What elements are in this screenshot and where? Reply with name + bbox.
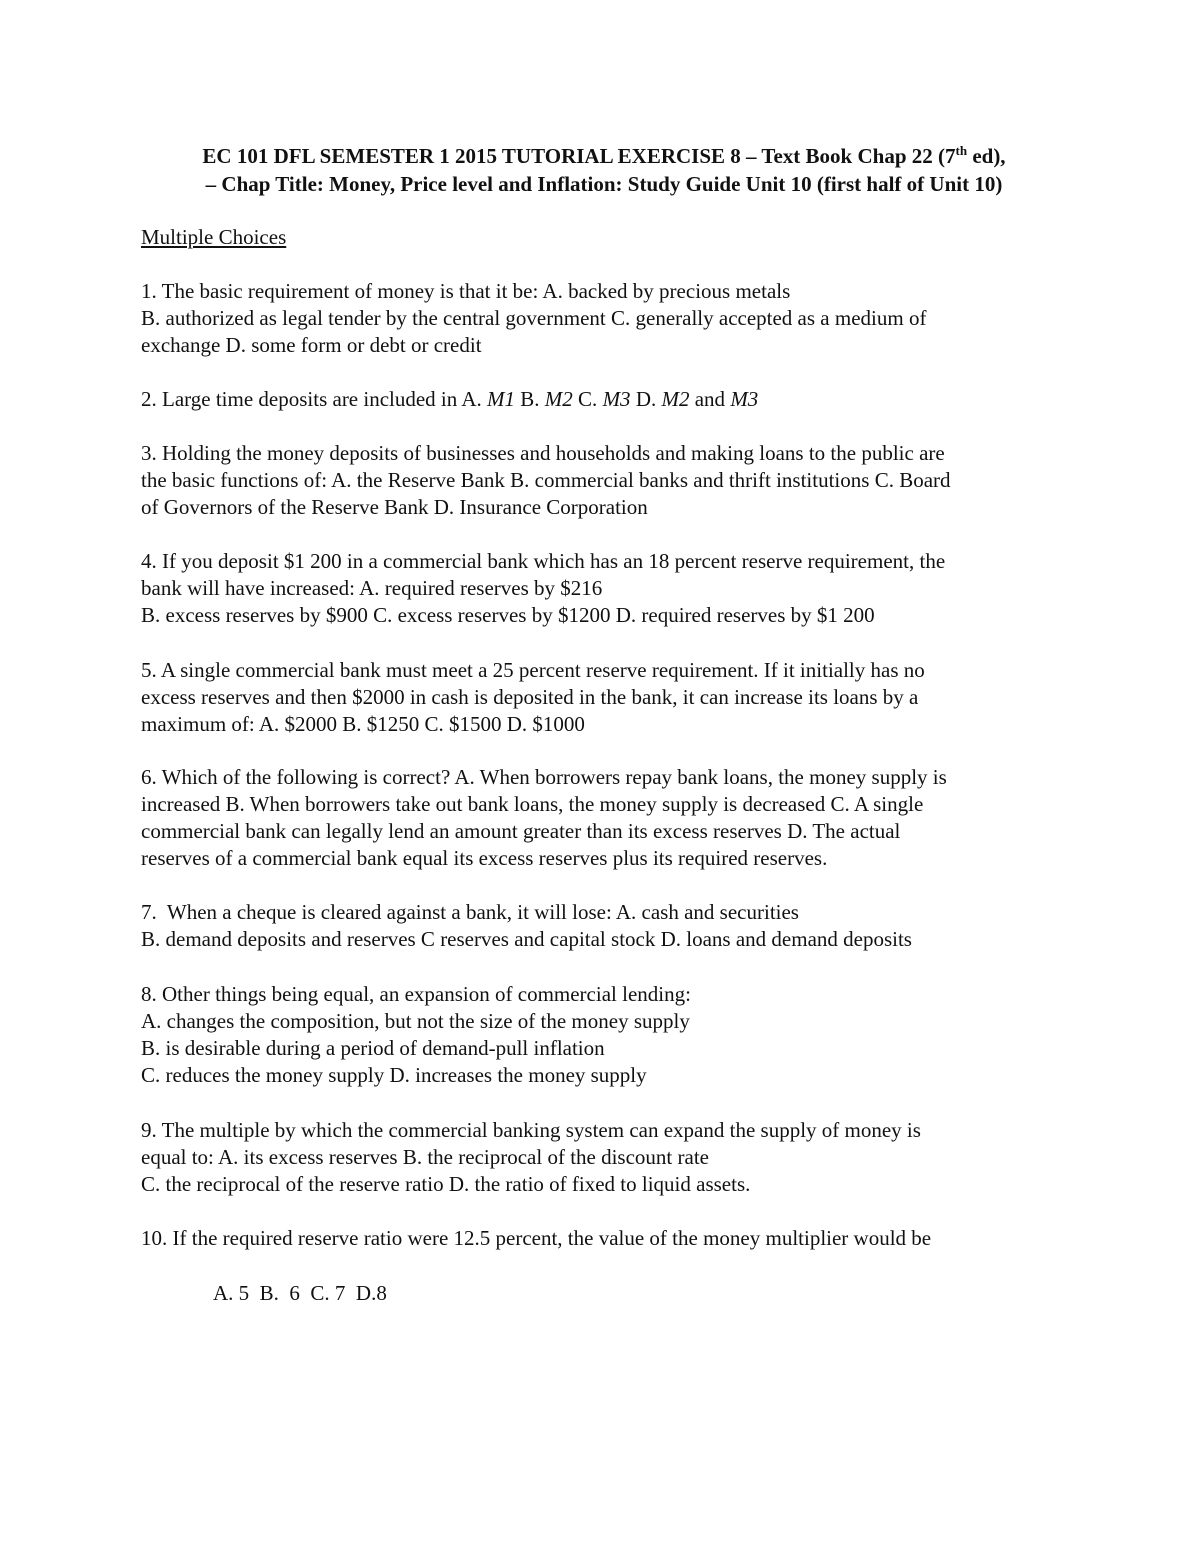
title-superscript: th xyxy=(955,143,968,158)
question-line: equal to: A. its excess reserves B. the reciprocal of the discount rate xyxy=(141,1145,709,1169)
question-line: C. reduces the money supply D. increases the money supply xyxy=(141,1063,647,1087)
question-line: B. is desirable during a period of demand-pull inflation xyxy=(141,1036,605,1060)
q2-text: C. xyxy=(572,387,603,411)
question-line: bank will have increased: A. required reserves by $216 xyxy=(141,576,603,600)
question-line: 7. When a cheque is cleared against a bank, it will lose: A. cash and securities xyxy=(141,900,799,924)
question-5 xyxy=(141,657,1061,738)
question-4 xyxy=(141,548,1061,629)
document-title xyxy=(134,142,1074,198)
q2-option-m3: M3 xyxy=(730,387,759,411)
question-line: increased B. When borrowers take out bank loans, the money supply is decreased C. A single xyxy=(141,792,924,816)
question-line: 10. If the required reserve ratio were 12.5 percent, the value of the money multiplier would be xyxy=(141,1226,932,1250)
section-heading: Multiple Choices xyxy=(141,225,287,249)
question-line: of Governors of the Reserve Bank D. Insurance Corporation xyxy=(141,495,648,519)
title-line-1-text: EC 101 DFL SEMESTER 1 2015 TUTORIAL EXERCISE 8 – Text Book Chap 22 (7 xyxy=(202,144,956,168)
q2-option-m2: M2 xyxy=(544,387,573,411)
question-line: B. excess reserves by $900 C. excess reserves by $1200 D. required reserves by $1 200 xyxy=(141,603,875,627)
question-line: B. authorized as legal tender by the central government C. generally accepted as a medium of xyxy=(141,306,927,330)
q2-text: 2. Large time deposits are included in A. xyxy=(141,387,488,411)
question-line: the basic functions of: A. the Reserve Bank B. commercial banks and thrift institutions C. Board xyxy=(141,468,951,492)
q2-option-m3: M3 xyxy=(602,387,631,411)
q2-text: and xyxy=(689,387,731,411)
question-line: 3. Holding the money deposits of businesses and households and making loans to the public are xyxy=(141,441,945,465)
question-line: C. the reciprocal of the reserve ratio D. the ratio of fixed to liquid assets. xyxy=(141,1172,751,1196)
question-1 xyxy=(141,278,1061,359)
question-9 xyxy=(141,1117,1061,1198)
q2-text: B. xyxy=(515,387,545,411)
question-line: reserves of a commercial bank equal its excess reserves plus its required reserves. xyxy=(141,846,828,870)
question-line: B. demand deposits and reserves C reserves and capital stock D. loans and demand deposits xyxy=(141,927,912,951)
title-line-1 xyxy=(202,144,1005,168)
question-line: maximum of: A. $2000 B. $1250 C. $1500 D. $1000 xyxy=(141,712,585,736)
question-line: excess reserves and then $2000 in cash is deposited in the bank, it can increase its loans by a xyxy=(141,685,919,709)
question-10-answers: A. 5 B. 6 C. 7 D.8 xyxy=(213,1281,387,1305)
question-line xyxy=(141,386,1061,413)
question-8 xyxy=(141,981,1061,1089)
question-line: 1. The basic requirement of money is that it be: A. backed by precious metals xyxy=(141,279,791,303)
q2-option-m1: M1 xyxy=(487,387,516,411)
title-line-1-end: ed), xyxy=(967,144,1006,168)
q2-option-m2: M2 xyxy=(661,387,690,411)
question-line: exchange D. some form or debt or credit xyxy=(141,333,482,357)
question-10 xyxy=(141,1225,1061,1252)
question-line: A. changes the composition, but not the size of the money supply xyxy=(141,1009,690,1033)
question-3 xyxy=(141,440,1061,521)
question-line: 4. If you deposit $1 200 in a commercial bank which has an 18 percent reserve requirement, the xyxy=(141,549,946,573)
question-line: 8. Other things being equal, an expansion of commercial lending: xyxy=(141,982,691,1006)
question-2 xyxy=(141,386,1061,413)
q2-text: D. xyxy=(630,387,662,411)
question-line: 6. Which of the following is correct? A. When borrowers repay bank loans, the money supply is xyxy=(141,765,947,789)
question-line: 9. The multiple by which the commercial banking system can expand the supply of money is xyxy=(141,1118,921,1142)
question-7 xyxy=(141,899,1061,953)
question-line: commercial bank can legally lend an amount greater than its excess reserves D. The actual xyxy=(141,819,901,843)
question-line: 5. A single commercial bank must meet a 25 percent reserve requirement. If it initially has no xyxy=(141,658,925,682)
title-line-2: – Chap Title: Money, Price level and Inflation: Study Guide Unit 10 (first half of Unit 10) xyxy=(205,172,1003,196)
question-6 xyxy=(141,764,1061,872)
